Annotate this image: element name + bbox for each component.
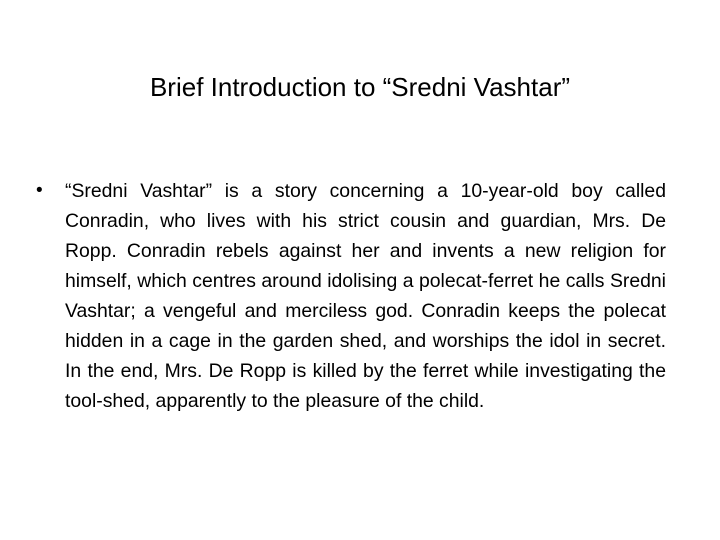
slide-title: Brief Introduction to “Sredni Vashtar” [149, 72, 571, 102]
bullet-text: “Sredni Vashtar” is a story concerning a 10-year-old boy called Conradin, who lives with his strict cousin and guardian, Mrs. De Ropp. Conradin rebels against her and invents a new religion for himself, which centres around idolising a polecat-ferret he calls Sredni Vashtar; a vengeful and merciless god. Conradin keeps the polecat hidden in a cage in the garden shed, and worships the idol in secret. In the end, Mrs. De Ropp is killed by the ferret while investigating the tool-shed, apparently to the pleasure of the child. [65, 180, 666, 412]
bullet-item [36, 176, 666, 416]
bullet-list [36, 176, 666, 416]
bullet-marker: • [36, 180, 43, 201]
